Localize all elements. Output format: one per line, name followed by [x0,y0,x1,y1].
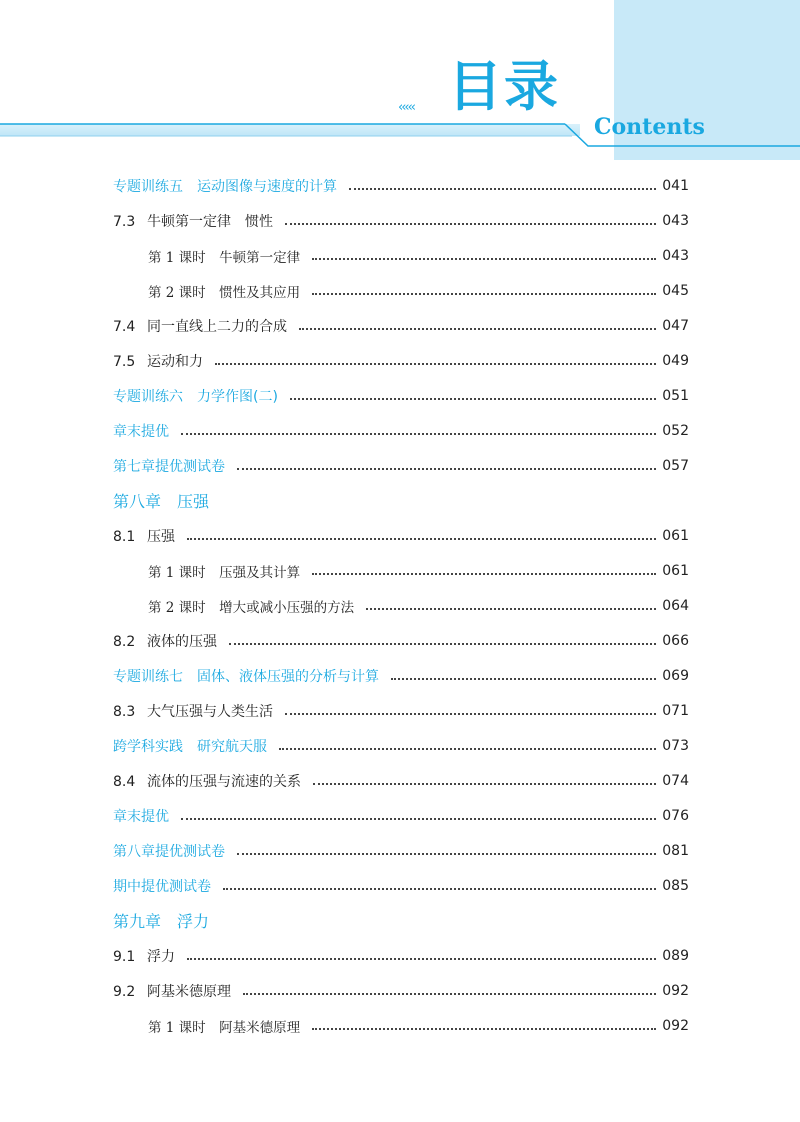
toc-page-number: 043 [662,212,689,229]
toc-entry-title: 同一直线上二力的合成 [147,318,287,335]
toc-entry-label [113,489,209,512]
toc-dot-leader [290,397,656,400]
toc-section-number: 8.1 [113,528,136,545]
toc-entry-title: 专题训练六 力学作图(二) [113,388,278,405]
toc-page-number: 045 [662,282,689,299]
chevrons-icon: ‹‹‹‹‹ [398,100,414,115]
toc-entry-title: 第九章 浮力 [113,912,210,931]
toc-entry[interactable] [113,343,689,378]
toc-entry-title: 第 1 课时 阿基米德原理 [148,1019,301,1036]
toc-dot-leader [285,222,656,225]
toc-page-number: 047 [662,317,689,334]
toc-entry-label [113,211,273,231]
toc-page-number: 041 [662,177,689,194]
toc-entry-label [113,946,175,966]
toc-dot-leader [237,467,656,470]
toc-dot-leader [312,257,656,260]
toc-page-number: 076 [662,807,689,824]
toc-page-number: 089 [662,947,689,964]
toc-page-number: 043 [662,247,689,264]
toc-section-number: 7.3 [113,213,136,230]
toc-entry-title: 第七章提优测试卷 [113,458,225,475]
toc-page-number: 051 [662,387,689,404]
toc-entry[interactable] [113,203,689,238]
toc-page-number: 061 [662,527,689,544]
toc-entry-label [113,456,225,476]
toc-entry-label [113,701,273,721]
toc-entry-label [113,841,225,861]
toc-entry[interactable] [113,413,689,448]
toc-dot-leader [229,642,656,645]
toc-page-number: 066 [662,632,689,649]
toc-dot-leader [187,957,656,960]
toc-dot-leader [181,817,656,820]
toc-page-number: 085 [662,877,689,894]
toc-entry-title: 专题训练七 固体、液体压强的分析与计算 [113,668,379,685]
toc-dot-leader [312,292,656,295]
toc-entry-title: 期中提优测试卷 [113,878,211,895]
toc-entry[interactable] [113,273,689,308]
toc-entry-label [113,386,278,406]
toc-entry-label [148,561,300,581]
page-subtitle: Contents [594,114,705,140]
toc-entry-title: 章末提优 [113,423,169,440]
toc-entry-title: 第 1 课时 压强及其计算 [148,564,301,581]
toc-entry[interactable] [113,308,689,343]
toc-page-number: 052 [662,422,689,439]
toc-entry[interactable] [113,623,689,658]
toc-dot-leader [279,747,656,750]
toc-dot-leader [349,187,656,190]
toc-section-number: 8.4 [113,773,136,790]
toc-entry-label [148,281,300,301]
toc-entry-label [113,771,301,791]
toc-entry-title: 大气压强与人类生活 [147,703,273,720]
toc-entry-title: 流体的压强与流速的关系 [147,773,301,790]
toc-dot-leader [181,432,656,435]
toc-entry[interactable] [113,1008,689,1043]
toc-page-number: 074 [662,772,689,789]
toc-page-number: 092 [662,1017,689,1034]
toc-entry-title: 液体的压强 [147,633,217,650]
toc-entry-label [113,176,337,196]
toc-entry-title: 压强 [147,528,175,545]
toc-entry-label [113,806,169,826]
toc-entry-title: 牛顿第一定律 惯性 [147,213,273,230]
toc-entry-label [113,736,267,756]
toc-entry[interactable] [113,168,689,203]
toc-entry[interactable] [113,553,689,588]
toc-entry[interactable] [113,238,689,273]
toc-dot-leader [223,887,656,890]
page-header [0,0,800,160]
toc-entry-title: 第八章 压强 [113,492,210,511]
toc-dot-leader [391,677,656,680]
toc-entry-label [113,351,203,371]
toc-entry-title: 浮力 [147,948,175,965]
toc-entry[interactable] [113,483,689,518]
toc-entry-title: 专题训练五 运动图像与速度的计算 [113,178,337,195]
toc-section-number: 8.3 [113,703,136,720]
toc-entry-title: 阿基米德原理 [147,983,231,1000]
toc-dot-leader [237,852,656,855]
toc-section-number: 9.1 [113,948,136,965]
toc-dot-leader [366,607,656,610]
toc-page-number: 049 [662,352,689,369]
toc-section-number: 7.5 [113,353,136,370]
toc-entry[interactable] [113,518,689,553]
toc-entry[interactable] [113,728,689,763]
table-of-contents [113,168,689,1043]
toc-dot-leader [313,782,656,785]
toc-dot-leader [312,1027,656,1030]
toc-dot-leader [285,712,656,715]
toc-section-number: 7.4 [113,318,136,335]
toc-dot-leader [215,362,656,365]
toc-dot-leader [299,327,656,330]
toc-entry-label [113,421,169,441]
toc-page-number: 073 [662,737,689,754]
toc-entry-label [113,526,175,546]
toc-entry-label [148,1016,300,1036]
toc-entry[interactable] [113,693,689,728]
toc-entry[interactable] [113,448,689,483]
toc-entry-label [113,981,231,1001]
toc-page-number: 081 [662,842,689,859]
toc-dot-leader [243,992,656,995]
toc-entry[interactable] [113,378,689,413]
toc-entry[interactable] [113,868,689,903]
toc-page-number: 071 [662,702,689,719]
toc-entry-title: 第 2 课时 增大或减小压强的方法 [148,599,355,616]
toc-entry[interactable] [113,973,689,1008]
toc-entry[interactable] [113,658,689,693]
toc-section-number: 9.2 [113,983,136,1000]
page-title: 目录 [448,55,560,118]
toc-entry-title: 运动和力 [147,353,203,370]
toc-entry-title: 第八章提优测试卷 [113,843,225,860]
toc-entry-label [113,909,209,932]
toc-entry[interactable] [113,588,689,623]
toc-entry[interactable] [113,763,689,798]
toc-entry-title: 跨学科实践 研究航天服 [113,738,267,755]
toc-dot-leader [312,572,656,575]
toc-entry-label [148,246,300,266]
toc-entry-label [113,666,379,686]
toc-entry-label [148,596,354,616]
toc-dot-leader [187,537,656,540]
toc-page-number: 069 [662,667,689,684]
toc-entry-label [113,316,287,336]
toc-page-number: 064 [662,597,689,614]
toc-section-number: 8.2 [113,633,136,650]
toc-entry-title: 第 1 课时 牛顿第一定律 [148,249,301,266]
toc-page-number: 057 [662,457,689,474]
toc-page-number: 061 [662,562,689,579]
toc-entry[interactable] [113,938,689,973]
toc-entry[interactable] [113,833,689,868]
toc-entry-title: 第 2 课时 惯性及其应用 [148,284,301,301]
toc-entry[interactable] [113,903,689,938]
toc-page-number: 092 [662,982,689,999]
toc-entry-label [113,631,217,651]
toc-entry-title: 章末提优 [113,808,169,825]
toc-entry-label [113,876,211,896]
toc-entry[interactable] [113,798,689,833]
